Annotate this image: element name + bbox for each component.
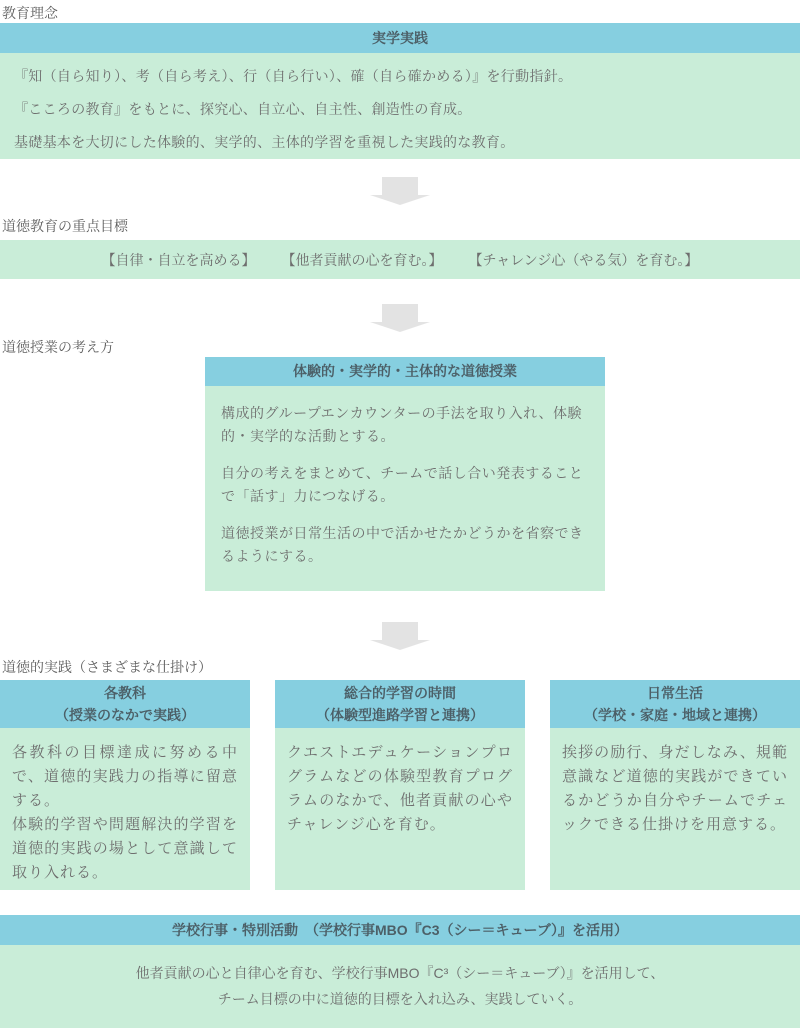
down-arrow-icon <box>370 622 430 650</box>
approach-paragraph-1: 構成的グループエンカウンターの手法を取り入れ、体験的・実学的な活動とする。 <box>221 405 582 444</box>
goals-bar <box>0 240 800 279</box>
practice-column-subjects-body <box>0 728 250 890</box>
practice-column-integrated-study-subtitle: （体験型進路学習と連携） <box>316 707 484 723</box>
practice-column-integrated-study-paragraph: クエストエデュケーションプログラムなどの体験型教育プログラムのなかで、他者貢献の心やチャレンジ心を育む。 <box>287 744 513 833</box>
school-events-body-line-2: チーム目標の中に道徳的目標を入れ込み、実践していく。 <box>217 991 583 1007</box>
down-arrow-icon <box>370 304 430 332</box>
practice-column-subjects-paragraph-2: 体験的学習や問題解決的学習を道徳的実践の場として意識して取り入れる。 <box>12 816 238 881</box>
school-events-box <box>0 915 800 1028</box>
school-events-box-header: 学校行事・特別活動 （学校行事MBO『C3（シー＝キューブ）』を活用） <box>0 915 800 945</box>
philosophy-line-1: 『知（自ら知り）、考（自ら考え）、行（自ら行い）、確（自ら確かめる）』を行動指針。 <box>14 68 573 84</box>
approach-paragraph-3: 道徳授業が日常生活の中で活かせたかどうかを省察できるようにする。 <box>221 525 584 564</box>
practice-column-subjects-title: 各教科 <box>104 685 146 701</box>
down-arrow-head <box>370 640 430 650</box>
practice-column-subjects-header <box>0 680 250 728</box>
practice-column-subjects <box>0 680 250 890</box>
philosophy-line-2: 『こころの教育』をもとに、探究心、自立心、自主性、創造性の育成。 <box>14 101 472 117</box>
practice-column-integrated-study-title: 総合的学習の時間 <box>344 685 456 701</box>
section-label-practice: 道徳的実践（さまざまな仕掛け） <box>2 659 212 675</box>
practice-column-daily-life-body <box>550 728 800 890</box>
practice-column-daily-life <box>550 680 800 890</box>
down-arrow-icon <box>370 177 430 205</box>
practice-column-daily-life-header <box>550 680 800 728</box>
goal-item-3: 【チャレンジ心（やる気）を育む。】 <box>468 251 699 268</box>
philosophy-line-3: 基礎基本を大切にした体験的、実学的、主体的学習を重視した実践的な教育。 <box>14 134 515 150</box>
down-arrow-stem <box>382 622 418 640</box>
philosophy-box-header: 実学実践 <box>0 23 800 53</box>
philosophy-box <box>0 23 800 159</box>
practice-column-daily-life-title: 日常生活 <box>647 685 703 701</box>
down-arrow-head <box>370 322 430 332</box>
practice-column-integrated-study-body <box>275 728 525 890</box>
school-events-body-line-1: 他者貢献の心と自律心を育む、学校行事MBO『C³（シー＝キューブ）』を活用して、 <box>135 965 665 981</box>
goal-item-2: 【他者貢献の心を育む。】 <box>281 251 443 268</box>
down-arrow-stem <box>382 177 418 195</box>
practice-column-integrated-study <box>275 680 525 890</box>
approach-box-header: 体験的・実学的・主体的な道徳授業 <box>205 357 605 386</box>
section-label-goals: 道徳教育の重点目標 <box>2 218 128 234</box>
philosophy-box-body <box>0 53 800 159</box>
practice-column-subjects-subtitle: （授業のなかで実践） <box>55 707 195 723</box>
approach-box-body <box>205 386 605 591</box>
approach-paragraph-2: 自分の考えをまとめて、チームで話し合い発表することで「話す」力につなげる。 <box>221 465 584 504</box>
practice-column-integrated-study-header <box>275 680 525 728</box>
practice-column-subjects-paragraph-1: 各教科の目標達成に努める中で、道徳的実践力の指導に留意する。 <box>12 744 238 809</box>
goal-item-1: 【自律・自立を高める】 <box>101 251 256 268</box>
practice-column-daily-life-paragraph: 挨拶の励行、身だしなみ、規範意識など道徳的実践ができているかどうか自分やチームでチェックできる仕掛けを用意する。 <box>562 744 788 833</box>
section-label-philosophy: 教育理念 <box>2 5 58 21</box>
practice-columns <box>0 680 800 890</box>
school-events-box-body <box>0 945 800 1028</box>
approach-box <box>205 357 605 591</box>
down-arrow-head <box>370 195 430 205</box>
practice-column-daily-life-subtitle: （学校・家庭・地域と連携） <box>584 707 766 723</box>
section-label-approach: 道徳授業の考え方 <box>2 339 114 355</box>
down-arrow-stem <box>382 304 418 322</box>
